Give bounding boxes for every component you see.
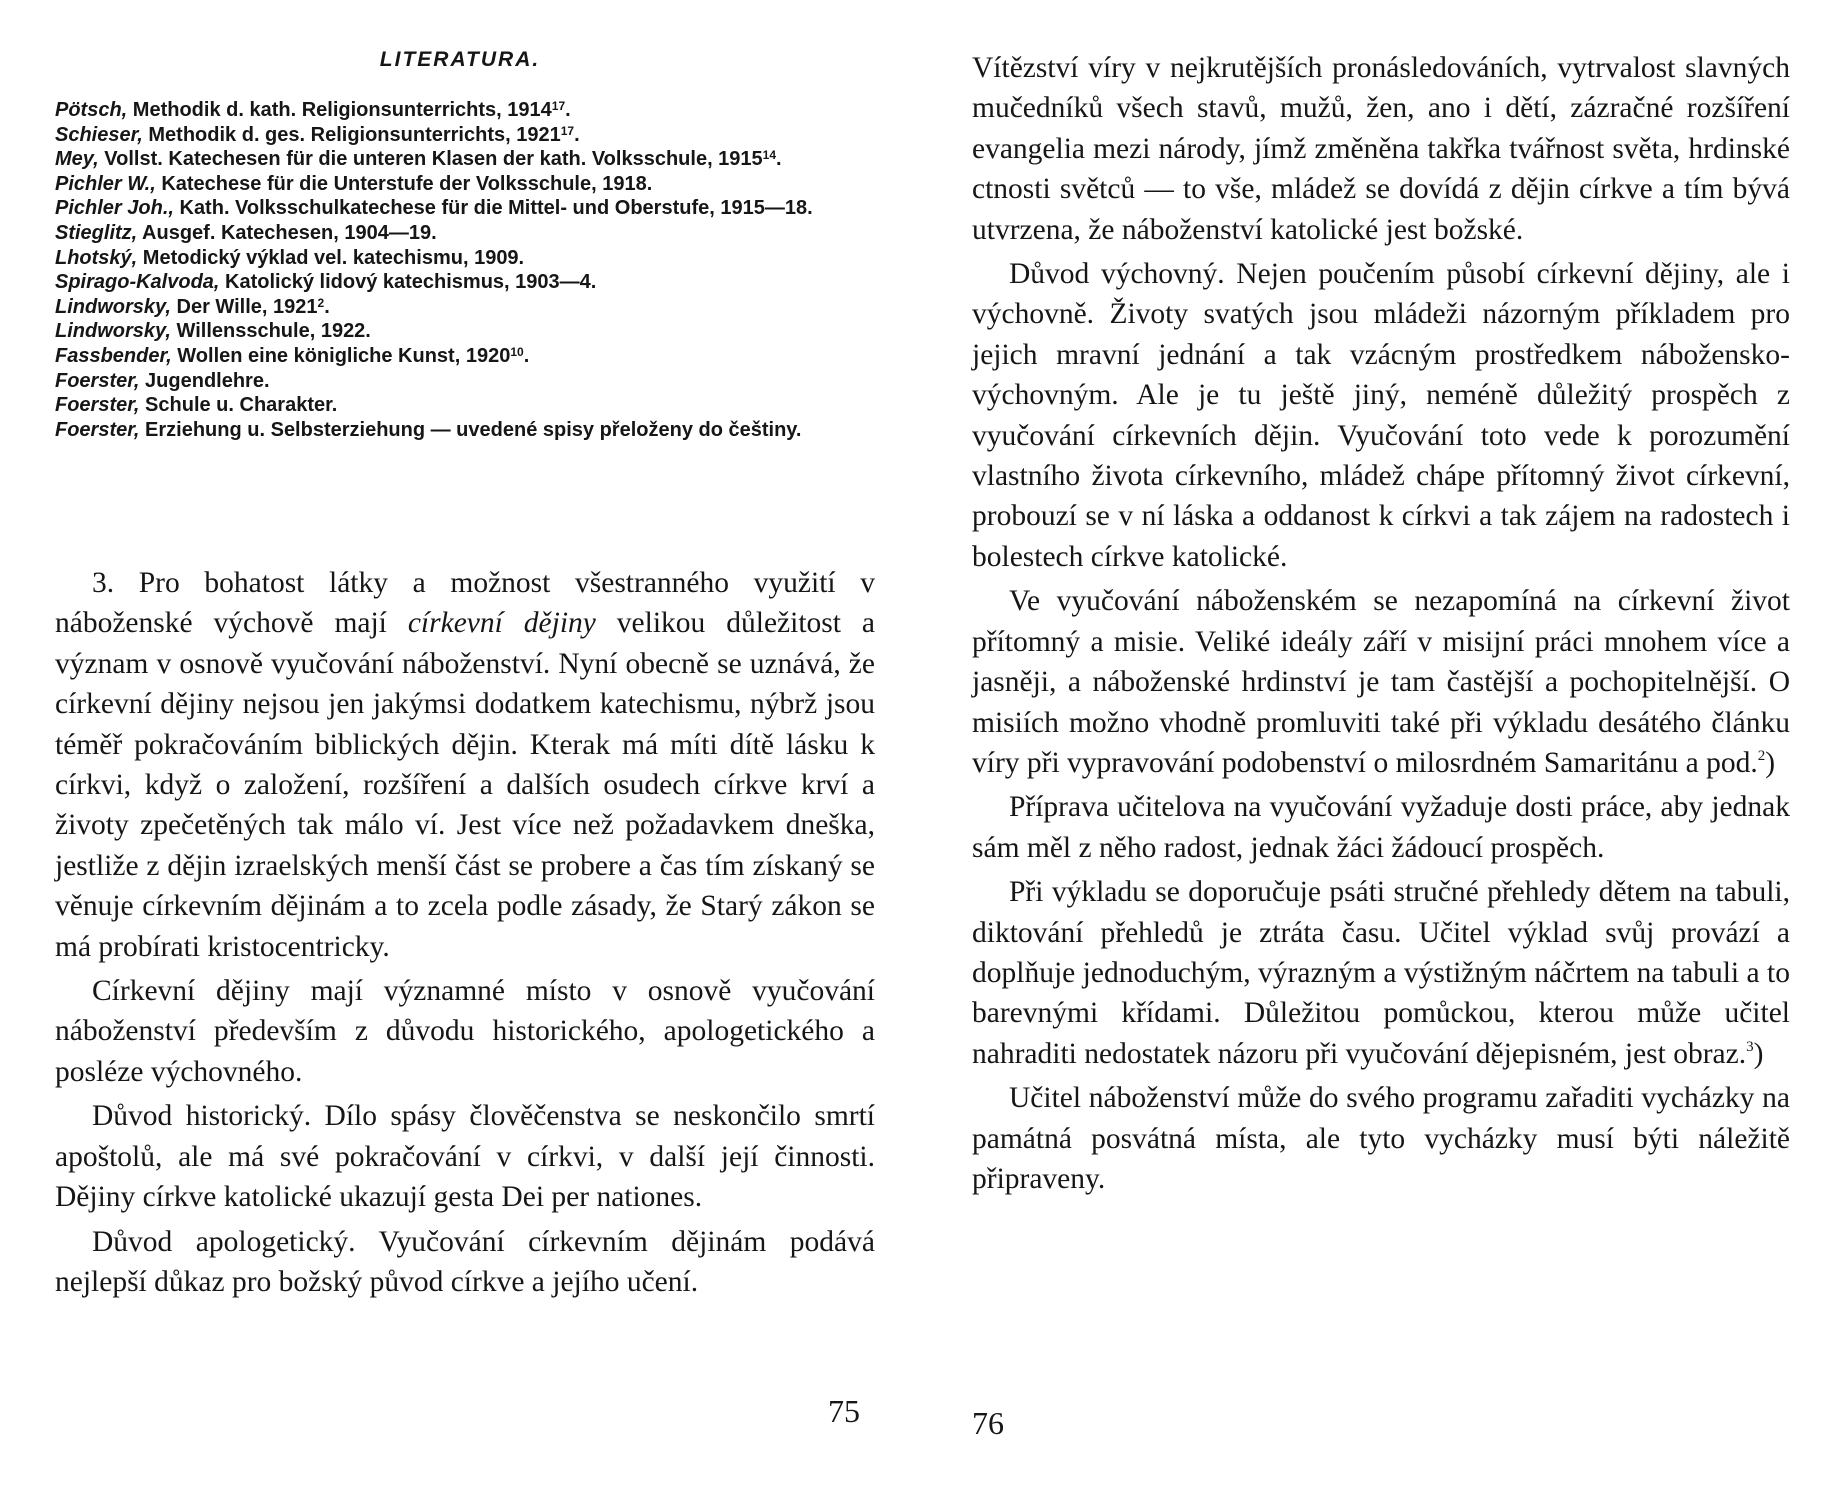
paragraph: 3. Pro bohatost látky a možnost všestranného využití v náboženské výchově mají církevní dějiny velikou důležitost a význam v osnově vyučování náboženství. Nyní obecně se uznává, že církevní dějiny nejsou jen jakýmsi dodatkem katechismu, nýbrž jsou téměř pokračováním biblických dějin. Kterak má míti dítě lásku k církvi, když o založení, rozšíření a dalších osudech církve krví a životy zpečetěných tak málo ví. Jest více než požadavkem dneška, jestliže z dějin izraelských menší část se probere a čas tím získaný se věnuje církevním dějinám a to zcela podle zásady, že Starý zákon se má probírati kristocentricky. bbox=[55, 567, 875, 963]
page-number: 76 bbox=[972, 1405, 1004, 1441]
reference-author: Foerster, bbox=[55, 394, 140, 417]
left-body-text bbox=[55, 563, 875, 1306]
reference-title: Metodický výklad vel. katechismu, 1909. bbox=[137, 246, 525, 269]
reference-item: Fassbender, Wollen eine königliche Kunst, 1920$^{10}$. bbox=[55, 344, 530, 367]
paragraph: Vítězství víry v nejkrutějších pronásledováních, vytrvalost slavných mučedníků všech stavů, mužů, žen, ano i dětí, zázračné rozšíření evangelia mezi národy, jímž změněna takřka tvářnost světa, hrdinské ctnosti světců — to vše, mládež se dovídá z dějin církve a tím bývá utvrzena, že náboženství katolické jest božské. bbox=[972, 52, 1790, 246]
reference-author: Mey, bbox=[55, 148, 99, 171]
reference-item: Mey, Vollst. Katechesen für die unteren Klasen der kath. Volksschule, 1915$^{14}$. bbox=[55, 148, 782, 171]
edition-number: 17 bbox=[560, 123, 575, 138]
footnote-marker: 3 bbox=[1746, 1038, 1754, 1055]
reference-author: Foerster, bbox=[55, 418, 140, 441]
reference-author: Lhotský, bbox=[55, 246, 138, 269]
reference-item bbox=[55, 369, 870, 394]
reference-title: Katechese für die Unterstufe der Volksschule, 1918. bbox=[155, 172, 653, 195]
reference-item bbox=[55, 270, 870, 295]
reference-title: Kath. Volksschulkatechese für die Mittel- und Oberstufe, 1915—18. bbox=[173, 197, 813, 220]
reference-item bbox=[55, 196, 870, 221]
paragraph: Ve vyučování náboženském se nezapomíná na církevní život přítomný a misie. Veliké ideály září v misijní práci mnohem více a jasněji, a náboženské hrdinství je tam častější a pochopitelnější. O misiích možno vhodně promluviti také při výkladu desátého článku víry při vypravování podobenství o milosrdném Samaritánu a pod.$^2$) bbox=[972, 585, 1790, 779]
reference-item bbox=[55, 319, 870, 344]
paragraph: Učitel náboženství může do svého programu zařaditi vycházky na památná posvátná místa, ale tyto vycházky musí býti náležitě připraveny. bbox=[972, 1082, 1790, 1195]
footnote-marker: 2 bbox=[1757, 747, 1766, 764]
literature-heading: LITERATURA. bbox=[379, 48, 541, 71]
reference-author: Pichler Joh., bbox=[55, 197, 174, 220]
reference-title: Schule u. Charakter. bbox=[139, 394, 338, 417]
reference-item bbox=[55, 418, 870, 443]
reference-title: Ausgef. Katechesen, 1904—19. bbox=[137, 221, 437, 244]
reference-title: Erziehung u. Selbsterziehung — uvedené spisy přeloženy do češtiny. bbox=[139, 418, 802, 441]
edition-number: 2 bbox=[317, 295, 325, 310]
reference-item: Pötsch, Methodik d. kath. Religionsunterrichts, 1914$^{17}$. bbox=[55, 99, 571, 121]
reference-title: Methodik d. kath. Religionsunterrichts, 1914 bbox=[127, 99, 552, 121]
reference-author: Spirago-Kalvoda, bbox=[55, 271, 220, 294]
paragraph: Důvod výchovný. Nejen poučením působí církevní dějiny, ale i výchovně. Životy svatých jsou mládeži názorným příkladem pro jejich mravní jednání a tak vzácným prostředkem nábožensko-výchovným. Ale je tu ještě jiný, neméně důležitý prospěch z vyučování církevních dějin. Vyučování toto vede k porozumění vlastního života církevního, mládež chápe přítomný život církevní, probouzí se v ní láska a oddanost k církvi a tak zájem na radostech i bolestech církve katolické. bbox=[972, 258, 1790, 573]
reference-author: Pötsch, bbox=[55, 99, 128, 121]
reference-item bbox=[55, 221, 870, 246]
edition-number: 17 bbox=[551, 99, 566, 113]
emphasis: církevní dějiny bbox=[407, 607, 596, 640]
reference-item: Lindworsky, Der Wille, 1921$^2$. bbox=[55, 295, 330, 318]
reference-title: Vollst. Katechesen für die unteren Klasen der kath. Volksschule, 1915 bbox=[98, 148, 763, 171]
paragraph: Církevní dějiny mají významné místo v osnově vyučování náboženství především z důvodu historického, apologetického a posléze výchovného. bbox=[55, 975, 875, 1088]
edition-number: 14 bbox=[762, 148, 777, 163]
reference-author: Lindworsky, bbox=[55, 320, 171, 343]
paragraph: Důvod historický. Dílo spásy člověčenstva se neskončilo smrtí apoštolů, ale má své pokračování v církvi, v další její činnosti. Dějiny církve katolické ukazují gesta Dei per nationes. bbox=[55, 1100, 875, 1214]
reference-title: Katolický lidový katechismus, 1903—4. bbox=[219, 271, 597, 294]
reference-item bbox=[55, 246, 870, 271]
reference-item: Schieser, Methodik d. ges. Religionsunterrichts, 1921$^{17}$. bbox=[55, 123, 580, 146]
reference-author: Fassbender, bbox=[55, 344, 172, 367]
reference-author: Foerster, bbox=[55, 369, 140, 392]
reference-title: Jugendlehre. bbox=[139, 369, 270, 392]
paragraph: Příprava učitelova na vyučování vyžaduje dosti práce, aby jednak sám měl z něho radost, jednak žáci žádoucí prospěch. bbox=[972, 791, 1790, 864]
page-number: 75 bbox=[828, 1393, 860, 1429]
reference-item bbox=[55, 172, 870, 197]
paragraph: Důvod apologetický. Vyučování církevním dějinám podává nejlepší důkaz pro božský původ církve a jejího učení. bbox=[55, 1225, 875, 1298]
reference-title: Willensschule, 1922. bbox=[170, 320, 371, 343]
reference-author: Stieglitz, bbox=[55, 221, 138, 244]
edition-number: 10 bbox=[510, 344, 524, 359]
reference-list bbox=[55, 98, 870, 442]
right-page bbox=[915, 0, 1830, 1500]
reference-item bbox=[55, 393, 870, 418]
paragraph: Při výkladu se doporučuje psáti stručné přehledy dětem na tabuli, diktování přehledů je ztráta času. Učitel výklad svůj provází a doplňuje jednoduchým, výrazným a výstižným náčrtem na tabuli a to barevnými křídami. Důležitou pomůckou, kterou může učitel nahraditi nedostatek názoru při vyučování dějepisném, jest obraz.$^3$) bbox=[972, 876, 1790, 1070]
right-body-text bbox=[972, 48, 1790, 1203]
reference-title: Wollen eine königliche Kunst, 1920 bbox=[171, 344, 511, 367]
reference-title: Der Wille, 1921 bbox=[170, 295, 318, 318]
reference-author: Pichler W., bbox=[55, 172, 156, 195]
reference-title: Methodik d. ges. Religionsunterrichts, 1921 bbox=[142, 123, 561, 146]
reference-author: Schieser, bbox=[55, 123, 143, 146]
reference-author: Lindworsky, bbox=[55, 295, 171, 318]
